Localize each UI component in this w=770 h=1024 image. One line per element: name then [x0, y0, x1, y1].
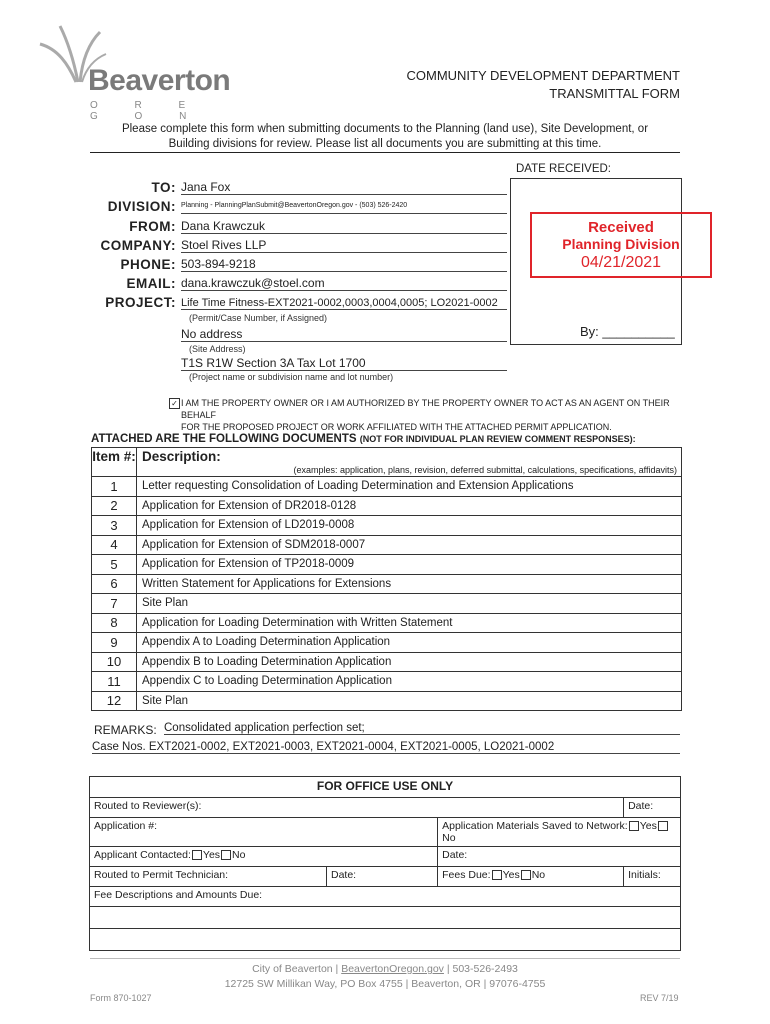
by-label: By: __________ — [580, 324, 675, 339]
to-label: TO: — [151, 180, 176, 195]
contacted-date[interactable]: Date: — [438, 847, 681, 867]
from-field[interactable]: Dana Krawczuk — [181, 219, 507, 234]
office-title: FOR OFFICE USE ONLY — [90, 777, 681, 798]
item-description[interactable]: Application for Extension of SDM2018-0007 — [137, 535, 682, 555]
table-row — [92, 574, 682, 594]
remarks-line-2[interactable]: Case Nos. EXT2021-0002, EXT2021-0003, EXT2021-0004, EXT2021-0005, LO2021-0002 — [92, 741, 680, 754]
website-link[interactable]: BeavertonOregon.gov — [341, 963, 444, 975]
logo-oregon: O R E G O N — [90, 100, 204, 122]
office-use-table — [89, 776, 681, 951]
email-field[interactable]: dana.krawczuk@stoel.com — [181, 276, 507, 291]
email-label: EMAIL: — [126, 276, 176, 291]
item-number: 6 — [92, 574, 137, 594]
documents-table — [91, 447, 682, 711]
item-number: 4 — [92, 535, 137, 555]
stamp-division: Planning Division — [562, 236, 680, 252]
project-hint: (Permit/Case Number, if Assigned) — [189, 313, 328, 323]
lot-hint: (Project name or subdivision name and lot number) — [189, 372, 394, 382]
reviewers-date[interactable]: Date: — [624, 798, 681, 818]
agent-checkbox[interactable]: ✓ — [169, 398, 180, 409]
agent-line-2: FOR THE PROPOSED PROJECT OR WORK AFFILIATED WITH THE ATTACHED PERMIT APPLICATION. — [181, 422, 612, 432]
initials[interactable]: Initials: — [624, 867, 681, 887]
footer-contact: City of Beaverton | BeavertonOregon.gov | 503-526-2493 — [252, 963, 518, 975]
project-label: PROJECT: — [105, 295, 176, 310]
item-description[interactable]: Letter requesting Consolidation of Loading Determination and Extension Applications — [137, 477, 682, 497]
division-label: DIVISION: — [107, 199, 176, 214]
fees-no-checkbox[interactable] — [521, 870, 531, 880]
date-received-label: DATE RECEIVED: — [516, 163, 611, 175]
saved-yes-checkbox[interactable] — [629, 821, 639, 831]
form-number: Form 870-1027 — [90, 993, 152, 1003]
fees-yes-checkbox[interactable] — [492, 870, 502, 880]
col-item: Item #: — [92, 448, 136, 464]
col-desc: Description: — [137, 448, 682, 465]
stamp-date: 04/21/2021 — [580, 254, 662, 271]
footer-divider — [90, 958, 680, 959]
table-row — [92, 555, 682, 575]
table-row — [92, 516, 682, 536]
fee-line-1[interactable] — [90, 907, 681, 929]
table-row — [92, 672, 682, 692]
project-field[interactable]: Life Time Fitness-EXT2021-0002,0003,0004,0005; LO2021-0002 — [181, 297, 507, 310]
item-number: 12 — [92, 691, 137, 711]
table-header-row — [92, 448, 682, 465]
intro-line-1: Please complete this form when submitting documents to the Planning (land use), Site Development, or — [121, 123, 649, 135]
materials-saved[interactable]: Application Materials Saved to Network: YesNo — [438, 818, 681, 847]
remarks-label: REMARKS: — [94, 723, 157, 737]
division-field[interactable]: Planning - PlanningPlanSubmit@BeavertonOregon.gov - (503) 526-2420 — [181, 199, 507, 214]
phone-field[interactable]: 503-894-9218 — [181, 257, 507, 272]
technician-date[interactable]: Date: — [327, 867, 438, 887]
intro-line-2: Building divisions for review. Please list all documents you are submitting at this time. — [168, 138, 602, 150]
agent-line-1: I AM THE PROPERTY OWNER OR I AM AUTHORIZED BY THE PROPERTY OWNER TO ACT AS AN AGENT ON THEIR BEHALF — [181, 398, 670, 420]
to-field[interactable]: Jana Fox — [181, 180, 507, 195]
fee-line-2[interactable] — [90, 929, 681, 951]
fees-due[interactable]: Fees Due: Yes No — [438, 867, 624, 887]
applicant-contacted[interactable]: Applicant Contacted: Yes No — [90, 847, 438, 867]
contacted-yes-checkbox[interactable] — [192, 850, 202, 860]
intro-text — [90, 122, 680, 153]
item-description[interactable]: Appendix A to Loading Determination Application — [137, 633, 682, 653]
saved-no-checkbox[interactable] — [658, 821, 668, 831]
stamp-received: Received — [588, 219, 654, 236]
item-number: 9 — [92, 633, 137, 653]
item-description[interactable]: Application for Extension of TP2018-0009 — [137, 555, 682, 575]
address-field[interactable]: No address — [181, 327, 507, 342]
item-number: 10 — [92, 652, 137, 672]
logo — [38, 24, 238, 122]
item-number: 2 — [92, 496, 137, 516]
header-form-title: TRANSMITTAL FORM — [549, 86, 680, 101]
item-description[interactable]: Site Plan — [137, 594, 682, 614]
address-hint: (Site Address) — [189, 344, 246, 354]
phone-label: PHONE: — [120, 257, 176, 272]
item-number: 7 — [92, 594, 137, 614]
attached-title: ATTACHED ARE THE FOLLOWING DOCUMENTS — [91, 433, 357, 445]
table-row — [92, 594, 682, 614]
item-description[interactable]: Appendix B to Loading Determination Application — [137, 652, 682, 672]
received-stamp — [530, 212, 712, 278]
examples-text: (examples: application, plans, revision, deferred submittal, calculations, specifications, affidavits) — [137, 464, 682, 477]
table-row — [92, 496, 682, 516]
footer-address: 12725 SW Millikan Way, PO Box 4755 | Beaverton, OR | 97076-4755 — [224, 978, 546, 990]
table-row — [92, 535, 682, 555]
agent-statement — [181, 397, 681, 433]
item-number: 11 — [92, 672, 137, 692]
revision: REV 7/19 — [640, 993, 679, 1003]
item-description[interactable]: Application for Extension of DR2018-0128 — [137, 496, 682, 516]
contacted-no-checkbox[interactable] — [221, 850, 231, 860]
table-row — [92, 652, 682, 672]
item-number: 3 — [92, 516, 137, 536]
item-number: 1 — [92, 477, 137, 497]
header-dept: COMMUNITY DEVELOPMENT DEPARTMENT — [406, 68, 680, 83]
item-description[interactable]: Written Statement for Applications for Extensions — [137, 574, 682, 594]
from-label: FROM: — [129, 219, 176, 234]
fee-descriptions[interactable]: Fee Descriptions and Amounts Due: — [90, 887, 681, 907]
routed-reviewers[interactable]: Routed to Reviewer(s): — [90, 798, 624, 818]
attached-heading — [91, 433, 636, 445]
table-row — [92, 633, 682, 653]
item-number: 5 — [92, 555, 137, 575]
item-description[interactable]: Application for Extension of LD2019-0008 — [137, 516, 682, 536]
table-row — [92, 691, 682, 711]
application-number[interactable]: Application #: — [90, 818, 438, 847]
item-description[interactable]: Site Plan — [137, 691, 682, 711]
routed-technician[interactable]: Routed to Permit Technician: — [90, 867, 327, 887]
table-row — [92, 613, 682, 633]
lot-field[interactable]: T1S R1W Section 3A Tax Lot 1700 — [181, 356, 507, 371]
examples-row — [92, 464, 682, 477]
item-description[interactable]: Appendix C to Loading Determination Application — [137, 672, 682, 692]
remarks-line-1[interactable]: Consolidated application perfection set; — [164, 722, 680, 735]
logo-name: Beaverton — [88, 64, 231, 97]
company-label: COMPANY: — [100, 238, 176, 253]
item-number: 8 — [92, 613, 137, 633]
header — [406, 67, 680, 103]
company-field[interactable]: Stoel Rives LLP — [181, 238, 507, 253]
table-row — [92, 477, 682, 497]
item-description[interactable]: Application for Loading Determination with Written Statement — [137, 613, 682, 633]
attached-note: (NOT FOR INDIVIDUAL PLAN REVIEW COMMENT RESPONSES): — [359, 434, 636, 444]
